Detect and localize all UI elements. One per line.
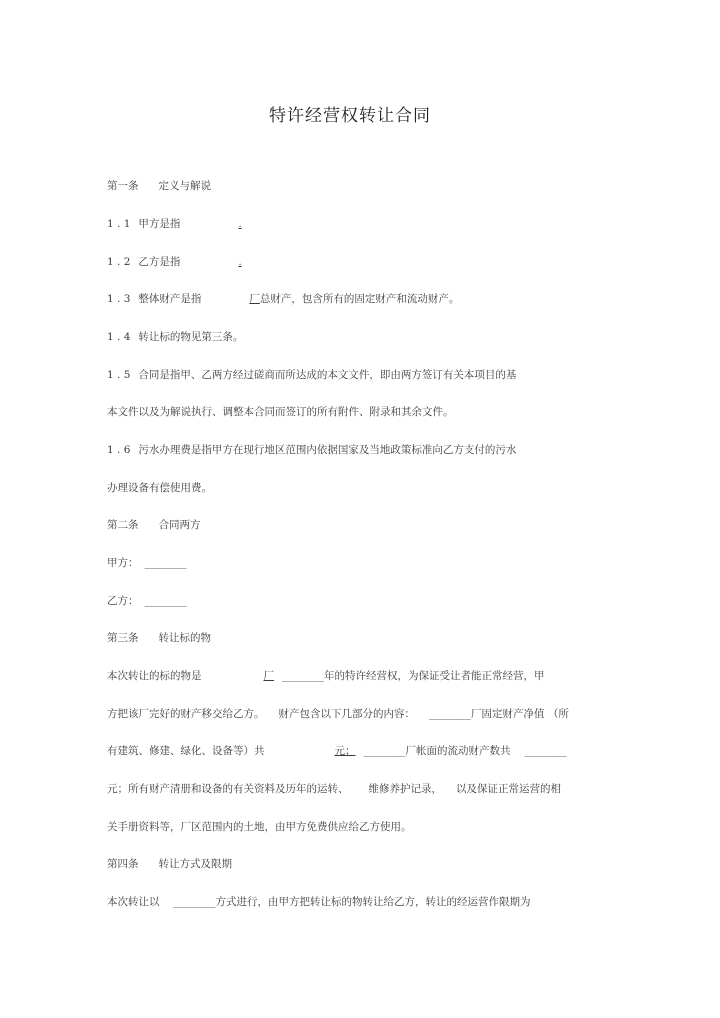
clause-1-2 [107,255,246,269]
text-segment: 厂固定财产净值 （所 [471,708,569,720]
party-b-blank: ________ [144,595,187,607]
clause-number: 1 . 4 [107,331,131,343]
clause-text: 转让标的物见第三条。 [138,331,244,343]
article-title: 定义与解说 [158,180,211,192]
party-b-label: 乙方： [107,595,139,607]
text-segment: 方式进行，由甲方把转让标的物转让给乙方，转让的经运营作限期为 [215,896,531,908]
party-a-label: 甲方： [107,557,139,569]
article-3-line-4 [107,782,561,796]
article-4-heading [107,857,232,871]
text-segment: 本次转让的标的物是 [107,670,202,682]
clause-text: 乙方是指 [138,256,181,268]
text-segment: 厂帐面的流动财产数共 [405,745,511,757]
article-title: 合同两方 [158,519,201,531]
party-a-line [107,556,187,570]
clause-number: 1 . 2 [107,256,131,268]
clause-number: 1 . 5 [107,369,131,381]
article-3-heading [107,631,211,645]
blank-field: ________ [429,708,471,720]
clause-1-3 [107,292,459,306]
article-3-line-5: 关手册资料等，厂区范围内的土地，由甲方免费供应给乙方使用。 [107,821,412,833]
party-b-line [107,594,187,608]
clause-number: 1 . 6 [107,444,131,456]
text-segment: 方把该厂完好的财产移交给乙方。 [107,708,265,720]
text-segment: 以及保证正常运营的相 [456,783,561,795]
clause-1-6 [107,443,516,457]
article-2-heading [107,518,201,532]
article-3-line-3 [107,744,567,758]
clause-1-5-continued: 本文件以及为解说执行、调整本合同而签订的所有附件、附录和其余文件。 [107,406,454,418]
text-segment: 元；所有财产清册和设备的有关资料及历年的运转、 [107,783,349,795]
blank-field: ________ [282,670,324,682]
text-segment: 年的特许经营权，为保证受让者能正常经营，甲 [324,670,545,682]
clause-text-tail: 总财产，包含所有的固定财产和流动财产。 [259,293,460,305]
text-segment: 有建筑、修建、绿化、设备等）共 [107,745,265,757]
article-3-line-2 [107,707,569,721]
clause-text: 整体财产是指 [138,293,202,305]
blank-underline: . [238,218,242,230]
clause-1-1 [107,217,246,231]
blank-underline: 元； [334,745,356,757]
article-number: 第一条 [107,180,139,192]
article-title: 转让方式及限期 [158,858,232,870]
article-4-line-1 [107,895,531,909]
clause-number: 1 . 1 [107,218,131,230]
clause-number: 1 . 3 [107,293,131,305]
clause-text: 合同是指甲、乙两方经过磋商而所达成的本文文件，即由两方签订有关本项目的基 [138,369,517,381]
clause-text: 污水办理费是指甲方在现行地区范围内依据国家及当地政策标准向乙方支付的污水 [138,444,517,456]
blank-underline: . [238,256,242,268]
blank-field: ________ [173,896,216,908]
blank-field: ________ [524,745,567,757]
clause-text: 甲方是指 [138,218,181,230]
article-3-line-1 [107,669,545,683]
article-number: 第三条 [107,632,139,644]
text-segment: 维修养护记录， [368,783,442,795]
article-number: 第二条 [107,519,139,531]
blank-underline: 厂 [263,670,274,682]
clause-1-6-continued: 办理设备有偿使用费。 [107,482,212,494]
text-segment: 本次转让以 [107,896,160,908]
party-a-blank: ________ [144,557,187,569]
clause-1-4 [107,330,243,344]
article-1-heading [107,179,211,193]
blank-field: ________ [363,745,406,757]
clause-1-5 [107,368,516,382]
article-number: 第四条 [107,858,139,870]
document-title: 特许经营权转让合同 [269,106,431,126]
article-title: 转让标的物 [158,632,211,644]
text-segment: 财产包含以下几部分的内容： [278,708,415,720]
blank-underline: 厂 [249,293,260,305]
